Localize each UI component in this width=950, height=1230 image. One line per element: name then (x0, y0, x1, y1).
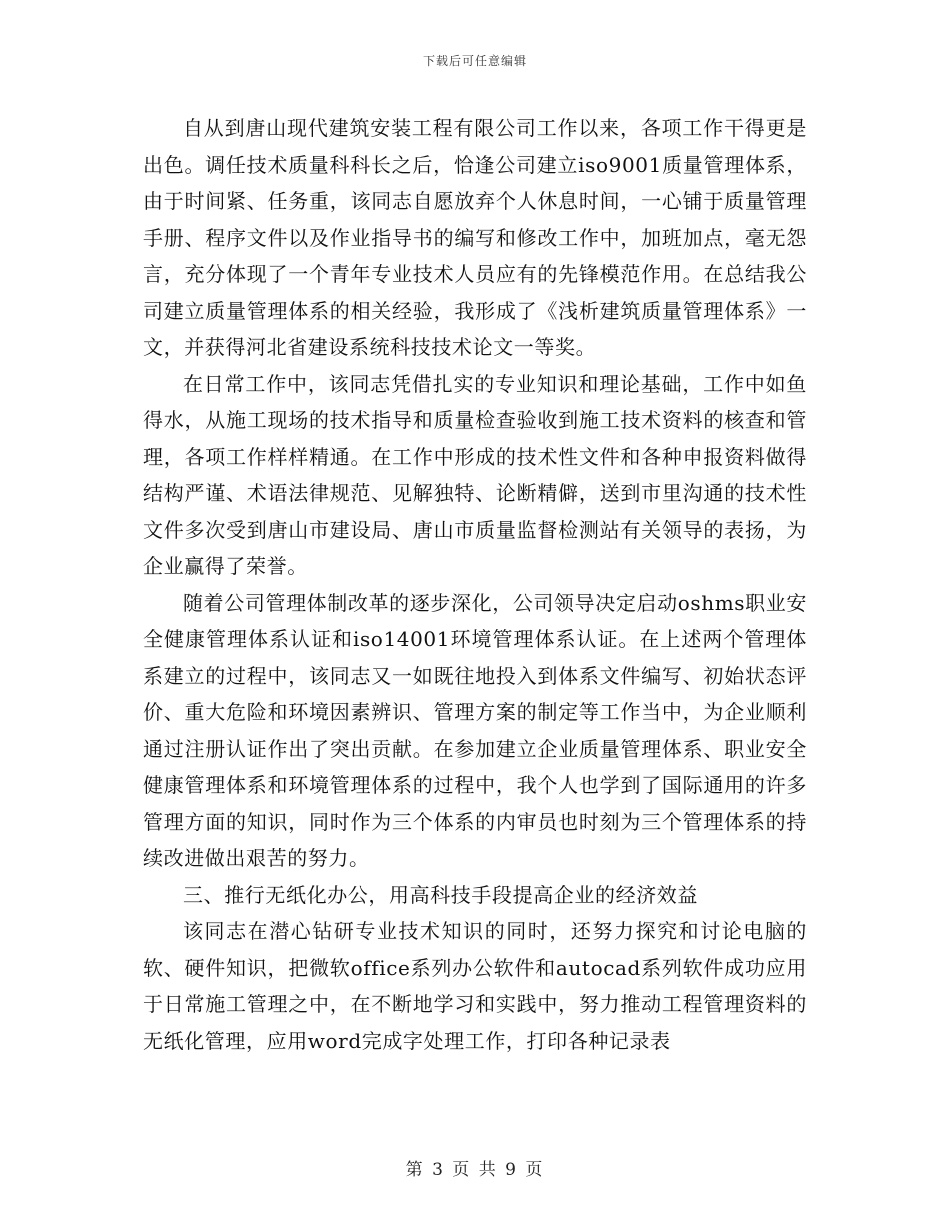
paragraph-1: 自从到唐山现代建筑安装工程有限公司工作以来，各项工作干得更是出色。调任技术质量科科长之后，恰逢公司建立iso9001质量管理体系，由于时间紧、任务重，该同志自愿放弃个人休息时间，一心铺于质量管理手册、程序文件以及作业指导书的编写和修改工作中，加班加点，毫无怨言，充分体现了一个青年专业技术人员应有的先锋模范作用。在总结我公司建立质量管理体系的相关经验，我形成了《浅析建筑质量管理体系》一文，并获得河北省建设系统科技技术论文一等奖。 (143, 116, 807, 359)
paragraph-3: 随着公司管理体制改革的逐步深化，公司领导决定启动oshms职业安全健康管理体系认证和iso14001环境管理体系认证。在上述两个管理体系建立的过程中，该同志又一如既往地投入到体系文件编写、初始状态评价、重大危险和环境因素辨识、管理方案的制定等工作当中，为企业顺利通过注册认证作出了突出贡献。在参加建立企业质量管理体系、职业安全健康管理体系和环境管理体系的过程中，我个人也学到了国际通用的许多管理方面的知识，同时作为三个体系的内审员也时刻为三个管理体系的持续改进做出艰苦的努力。 (143, 590, 807, 870)
page-header: 下载后可任意编辑 (422, 54, 527, 68)
document-body (143, 110, 807, 1059)
paragraph-2: 在日常工作中，该同志凭借扎实的专业知识和理论基础，工作中如鱼得水，从施工现场的技术指导和质量检查验收到施工技术资料的核查和管理，各项工作样样精通。在工作中形成的技术性文件和各种申报资料做得结构严谨、术语法律规范、见解独特、论断精僻，送到市里沟通的技术性文件多次受到唐山市建设局、唐山市质量监督检测站有关领导的表扬，为企业赢得了荣誉。 (143, 371, 807, 578)
page-number-footer: 第 3 页 共 9 页 (405, 1160, 545, 1180)
section-heading: 三、推行无纸化办公，用高科技手段提高企业的经济效益 (183, 882, 698, 907)
paragraph-4: 该同志在潜心钻研专业技术知识的同时，还努力探究和讨论电脑的软、硬件知识，把微软office系列办公软件和autocad系列软件成功应用于日常施工管理之中，在不断地学习和实践中，努力推动工程管理资料的无纸化管理，应用word完成字处理工作，打印各种记录表 (143, 919, 807, 1053)
